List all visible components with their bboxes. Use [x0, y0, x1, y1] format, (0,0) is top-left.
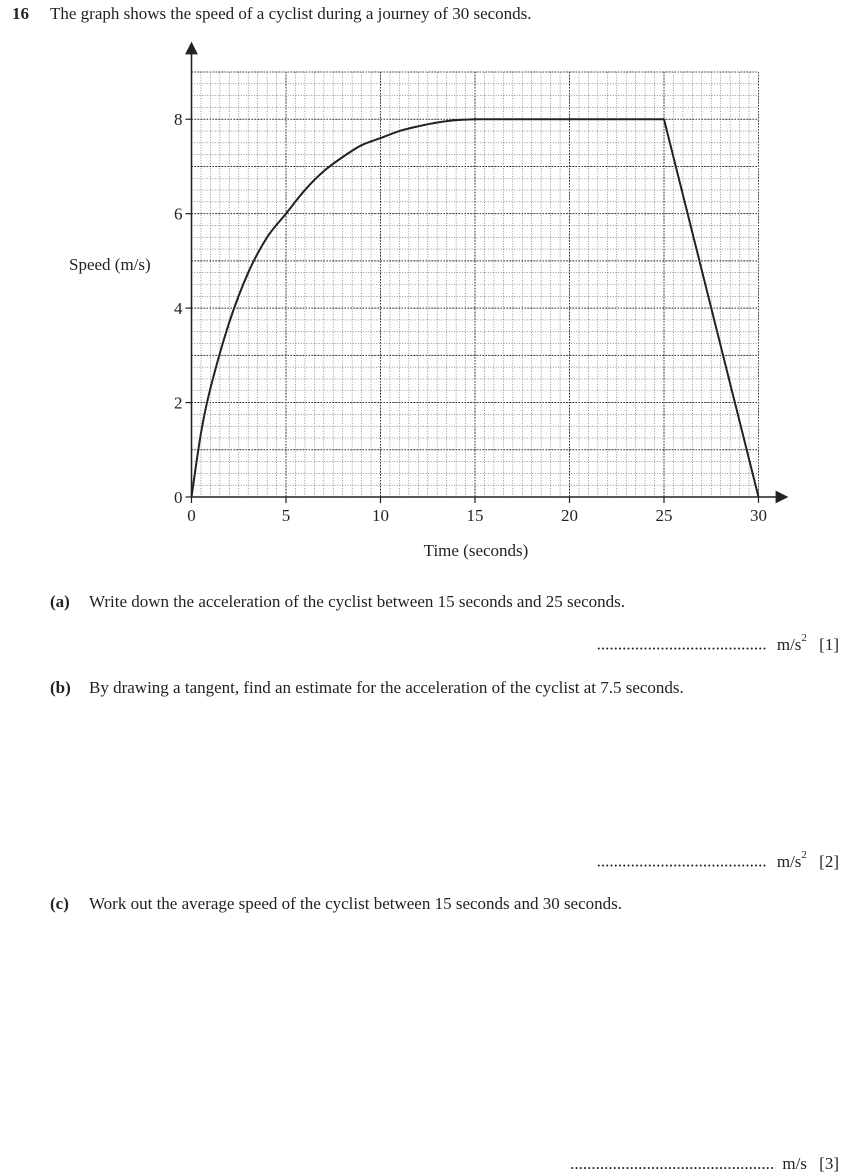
part-a-label: (a) [50, 592, 70, 611]
x-tick-label: 0 [187, 506, 196, 525]
part-c-text: Work out the average speed of the cyclist between 15 seconds and 30 seconds. [89, 894, 623, 913]
speed-time-graph [0, 0, 853, 580]
marks: [1] [819, 634, 839, 654]
x-tick-label: 20 [561, 506, 578, 525]
part-a-text: Write down the acceleration of the cyclist between 15 seconds and 25 seconds. [89, 592, 626, 611]
answer-dots: ................................................ [570, 1154, 775, 1173]
x-tick-label: 5 [281, 506, 291, 525]
marks: [3] [819, 1154, 839, 1173]
unit-superscript: 2 [801, 632, 807, 644]
y-tick-label: 6 [174, 204, 183, 224]
x-tick-label: 15 [466, 506, 484, 525]
y-tick-label: 2 [174, 393, 183, 413]
unit: m/s [776, 634, 802, 654]
part-b-answer-line[interactable] [597, 851, 839, 872]
question-number: 16 [12, 4, 29, 23]
y-axis-label: Speed (m/s) [69, 255, 151, 274]
x-tick-label: 30 [750, 506, 767, 525]
question-text: The graph shows the speed of a cyclist during a journey of 30 seconds. [50, 4, 532, 23]
x-tick-label: 10 [372, 506, 389, 525]
x-axis-label: Time (seconds) [423, 541, 529, 560]
part-b-label: (b) [50, 678, 71, 697]
part-b-text: By drawing a tangent, find an estimate for the acceleration of the cyclist at 7.5 seconds. [89, 678, 684, 697]
answer-dots: ........................................ [596, 634, 767, 654]
unit: m/s [776, 851, 802, 871]
unit: m/s [782, 1154, 807, 1173]
y-tick-label: 8 [174, 110, 183, 130]
part-a-answer-line[interactable] [597, 634, 839, 655]
answer-dots: ........................................ [596, 851, 767, 871]
part-c-label: (c) [50, 894, 69, 913]
x-tick-label: 25 [655, 506, 673, 525]
y-tick-label: 0 [174, 488, 183, 507]
unit-superscript: 2 [801, 849, 807, 861]
y-tick-label: 4 [174, 299, 183, 319]
marks: [2] [819, 851, 839, 871]
part-c-answer-line[interactable] [570, 1154, 839, 1174]
